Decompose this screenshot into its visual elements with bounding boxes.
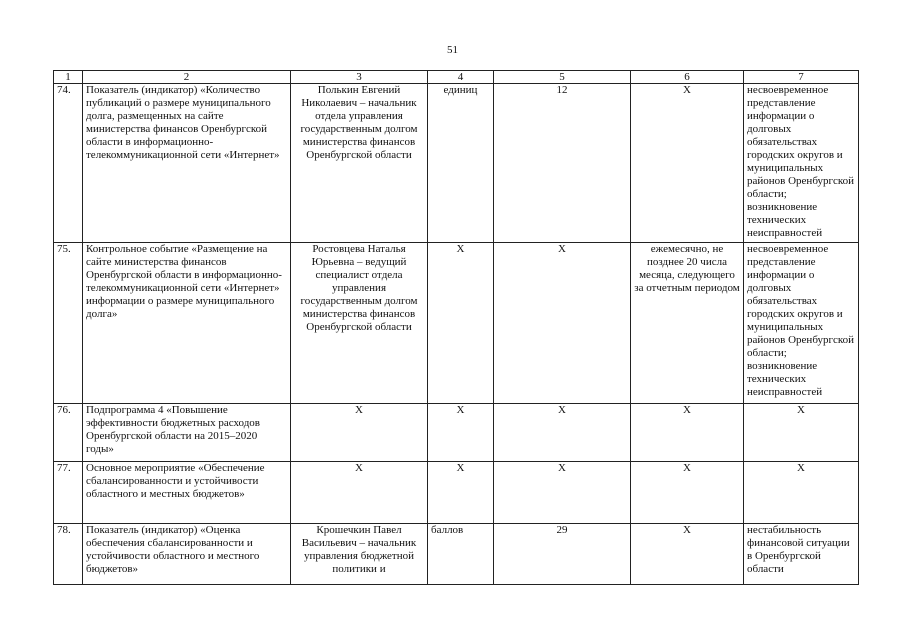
column-number: 3 bbox=[291, 71, 428, 84]
row-value: Х bbox=[494, 462, 631, 524]
row-term: ежемесячно, не позднее 20 числа месяца, следующего за отчетным периодом bbox=[631, 243, 744, 404]
column-number: 6 bbox=[631, 71, 744, 84]
row-number: 74. bbox=[54, 84, 83, 243]
row-responsible: Крошечкин Павел Васильевич – начальник управления бюджетной политики и bbox=[291, 524, 428, 585]
row-risks: Х bbox=[744, 404, 859, 462]
row-risks: несвоевременное представление информации о долговых обязательствах городских округов и муниципальных районов Оренбургской области; возникновение технических неисправностей bbox=[744, 84, 859, 243]
row-risks: Х bbox=[744, 462, 859, 524]
row-unit: Х bbox=[428, 462, 494, 524]
column-number: 5 bbox=[494, 71, 631, 84]
row-name: Показатель (индикатор) «Оценка обеспечения сбалансированности и устойчивости областного и местного бюджетов» bbox=[83, 524, 291, 585]
row-risks: нестабильность финансовой ситуации в Оренбургской области bbox=[744, 524, 859, 585]
row-term: Х bbox=[631, 84, 744, 243]
row-value: 12 bbox=[494, 84, 631, 243]
column-number: 2 bbox=[83, 71, 291, 84]
row-name: Показатель (индикатор) «Количество публикаций о размере муниципального долга, размещенных на сайте министерства финансов Оренбургской области в информационно-телекоммуникационной сети «Интернет» bbox=[83, 84, 291, 243]
table-row bbox=[54, 404, 859, 462]
row-unit: баллов bbox=[428, 524, 494, 585]
table-row bbox=[54, 243, 859, 404]
row-responsible: Х bbox=[291, 462, 428, 524]
column-number-row bbox=[54, 71, 859, 84]
row-risks: несвоевременное представление информации о долговых обязательствах городских округов и муниципальных районов Оренбургской области; возникновение технических неисправностей bbox=[744, 243, 859, 404]
table-row bbox=[54, 84, 859, 243]
row-unit: единиц bbox=[428, 84, 494, 243]
column-number: 4 bbox=[428, 71, 494, 84]
row-name: Контрольное событие «Размещение на сайте министерства финансов Оренбургской области в информационно-телекоммуникационной сети «Интернет» информации о размере муниципального долга» bbox=[83, 243, 291, 404]
row-number: 78. bbox=[54, 524, 83, 585]
row-unit: Х bbox=[428, 243, 494, 404]
table-row bbox=[54, 462, 859, 524]
row-responsible: Х bbox=[291, 404, 428, 462]
column-number: 1 bbox=[54, 71, 83, 84]
table-row bbox=[54, 524, 859, 585]
row-responsible: Ростовцева Наталья Юрьевна – ведущий специалист отдела управления государственным долгом министерства финансов Оренбургской области bbox=[291, 243, 428, 404]
row-term: Х bbox=[631, 404, 744, 462]
page-number: 51 bbox=[447, 44, 458, 56]
row-number: 75. bbox=[54, 243, 83, 404]
row-name: Подпрограмма 4 «Повышение эффективности бюджетных расходов Оренбургской области на 2015–2020 годы» bbox=[83, 404, 291, 462]
column-number: 7 bbox=[744, 71, 859, 84]
row-name: Основное мероприятие «Обеспечение сбалансированности и устойчивости областного и местных бюджетов» bbox=[83, 462, 291, 524]
document-table bbox=[53, 70, 859, 585]
row-number: 76. bbox=[54, 404, 83, 462]
row-value: Х bbox=[494, 243, 631, 404]
row-term: Х bbox=[631, 462, 744, 524]
row-value: 29 bbox=[494, 524, 631, 585]
row-responsible: Полькин Евгений Николаевич – начальник отдела управления государственным долгом министерства финансов Оренбургской области bbox=[291, 84, 428, 243]
row-term: Х bbox=[631, 524, 744, 585]
row-number: 77. bbox=[54, 462, 83, 524]
row-unit: Х bbox=[428, 404, 494, 462]
row-value: Х bbox=[494, 404, 631, 462]
